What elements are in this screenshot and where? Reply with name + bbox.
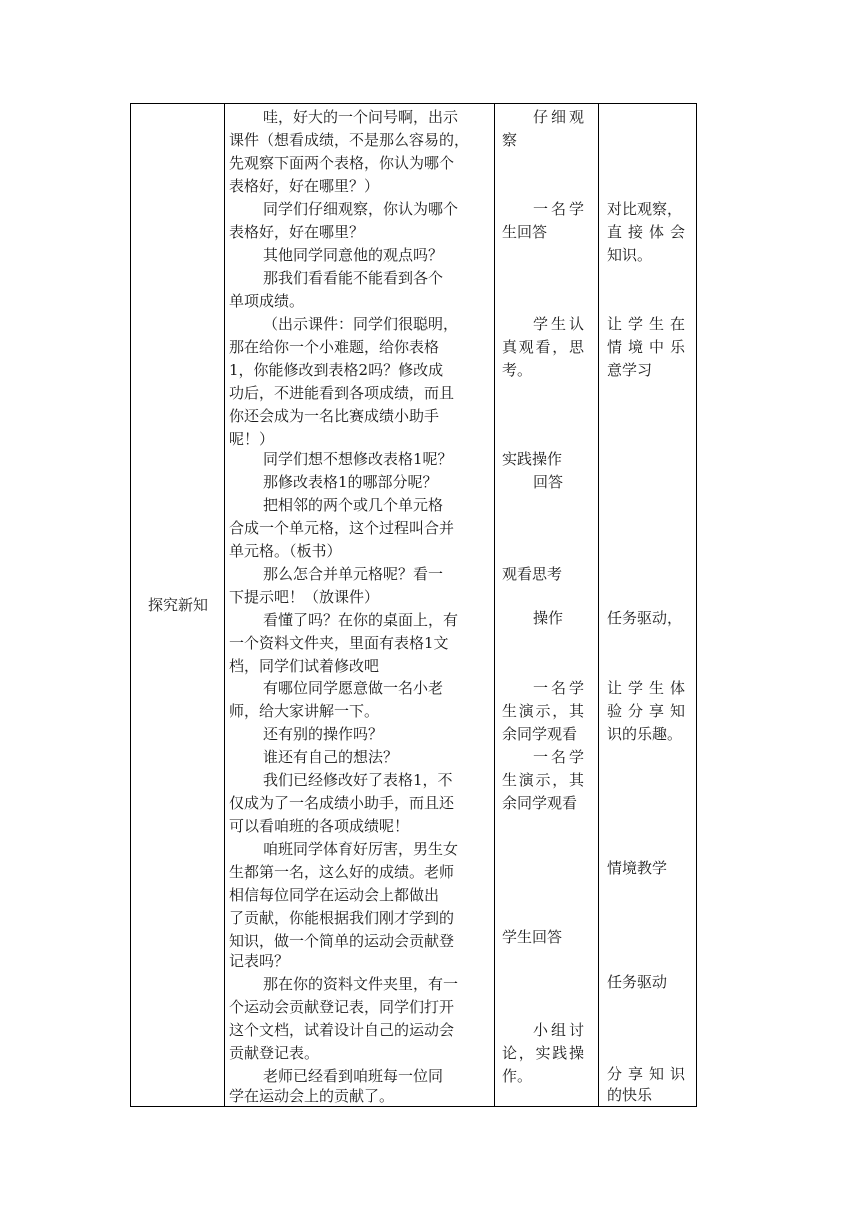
intent-line: 对比观察， xyxy=(607,200,683,218)
student-line: 一名学 xyxy=(533,200,584,218)
teacher-line: 哇，好大的一个问号啊，出示 xyxy=(263,108,459,126)
student-line: 仔细观 xyxy=(533,108,584,126)
teacher-line: 先观察下面两个表格，你认为哪个 xyxy=(229,154,455,172)
student-activity-column xyxy=(495,104,598,1104)
student-line: 生回答 xyxy=(502,223,548,241)
intent-line: 让学生体 xyxy=(607,679,685,697)
teacher-line: 谁还有自己的想法？ xyxy=(263,748,399,766)
student-line: 回答 xyxy=(533,473,564,491)
intent-line: 的快乐 xyxy=(607,1086,653,1104)
teacher-line: 你还会成为一名比赛成绩小助手 xyxy=(229,407,440,425)
student-line: 实践操作 xyxy=(502,450,563,468)
student-line: 生演示，其 xyxy=(502,702,584,720)
student-line: 察 xyxy=(502,131,518,149)
teacher-line: 有哪位同学愿意做一名小老 xyxy=(263,679,444,697)
teacher-line: 那在给你一个小难题，给你表格 xyxy=(229,338,440,356)
student-line: 作。 xyxy=(502,1067,533,1085)
teacher-line: 同学们仔细观察，你认为哪个 xyxy=(263,200,459,218)
teacher-line: 那修改表格1的哪部分呢？ xyxy=(263,473,438,491)
teacher-line: 同学们想不想修改表格1呢？ xyxy=(263,450,453,468)
intent-line: 让学生在 xyxy=(607,315,685,333)
intent-line: 情境中乐 xyxy=(607,338,685,356)
teacher-line: 单项成绩。 xyxy=(229,292,305,310)
teacher-line: 相信每位同学在运动会上都做出 xyxy=(229,886,440,904)
student-line: 余同学观看 xyxy=(502,725,578,743)
intent-line: 意学习 xyxy=(607,361,653,379)
student-line: 考。 xyxy=(502,361,533,379)
teacher-line: 还有别的操作吗？ xyxy=(263,725,384,743)
teacher-line: 了贡献，你能根据我们刚才学到的 xyxy=(229,909,455,927)
intent-line: 知识。 xyxy=(607,246,653,264)
intent-line: 分享知识 xyxy=(607,1065,685,1083)
teacher-line: 功后，不进能看到各项成绩，而且 xyxy=(229,384,455,402)
teacher-line: 那么怎合并单元格呢？看一 xyxy=(263,565,444,583)
teacher-line: 课件（想看成绩，不是那么容易的， xyxy=(229,131,470,149)
teacher-line: 知识，做一个简单的运动会贡献登 xyxy=(229,932,455,950)
student-line: 生演示，其 xyxy=(502,771,584,789)
student-line: 论，实践操 xyxy=(502,1044,584,1062)
intent-line: 验分享知 xyxy=(607,702,685,720)
teacher-line: 可以看咱班的各项成绩呢！ xyxy=(229,817,410,835)
teacher-line: 这个文档，试着设计自己的运动会 xyxy=(229,1021,455,1039)
student-line: 观看思考 xyxy=(502,565,563,583)
stage-label: 探究新知 xyxy=(147,596,208,614)
intent-line: 任务驱动， xyxy=(607,609,683,627)
student-line: 一名学 xyxy=(533,679,584,697)
teacher-line: 那在你的资料文件夹里，有一 xyxy=(263,975,459,993)
teacher-line: 下提示吧！（放课件） xyxy=(229,588,380,606)
teacher-line: 表格好，好在哪里？） xyxy=(229,177,380,195)
student-line: 操作 xyxy=(533,609,564,627)
teacher-line: 单元格。（板书） xyxy=(229,542,342,560)
intent-line: 直接体会 xyxy=(607,223,685,241)
teacher-line: （出示课件：同学们很聪明， xyxy=(263,315,459,333)
teacher-line: 个运动会贡献登记表，同学们打开 xyxy=(229,998,455,1016)
teacher-line: 咱班同学体育好厉害，男生女 xyxy=(263,840,459,858)
intent-line: 任务驱动 xyxy=(607,973,668,991)
student-line: 一名学 xyxy=(533,748,584,766)
teacher-line: 师，给大家讲解一下。 xyxy=(229,702,380,720)
teacher-line: 记表吗？ xyxy=(229,952,290,970)
student-line: 余同学观看 xyxy=(502,794,578,812)
lesson-table xyxy=(130,103,697,1107)
teacher-line: 呢！） xyxy=(229,430,275,448)
teacher-line: 把相邻的两个或几个单元格 xyxy=(263,496,444,514)
teacher-activity-column xyxy=(225,104,494,1104)
teacher-line: 其他同学同意他的观点吗？ xyxy=(263,246,444,264)
teacher-line: 贡献登记表。 xyxy=(229,1044,320,1062)
intent-line: 情境教学 xyxy=(607,859,668,877)
teacher-line: 那我们看看能不能看到各个 xyxy=(263,269,444,287)
teacher-line: 1，你能修改到表格2吗？修改成 xyxy=(229,361,444,379)
teacher-line: 表格好，好在哪里？ xyxy=(229,223,365,241)
teacher-line: 学在运动会上的贡献了。 xyxy=(229,1087,395,1105)
student-line: 小组讨 xyxy=(533,1021,584,1039)
teacher-line: 老师已经看到咱班每一位同 xyxy=(263,1067,444,1085)
teacher-line: 合成一个单元格，这个过程叫合并 xyxy=(229,519,455,537)
teacher-line: 仅成为了一名成绩小助手，而且还 xyxy=(229,794,455,812)
student-line: 真观看，思 xyxy=(502,338,584,356)
student-line: 学生回答 xyxy=(502,928,563,946)
teacher-line: 我们已经修改好了表格1，不 xyxy=(263,771,453,789)
teacher-line: 一个资料文件夹，里面有表格1文 xyxy=(229,634,449,652)
teacher-line: 生都第一名，这么好的成绩。老师 xyxy=(229,863,455,881)
intent-line: 识的乐趣。 xyxy=(607,725,683,743)
teacher-line: 档，同学们试着修改吧 xyxy=(229,657,380,675)
design-intent-column xyxy=(599,104,696,1104)
student-line: 学生认 xyxy=(533,315,584,333)
teacher-line: 看懂了吗？在你的桌面上，有 xyxy=(263,611,459,629)
